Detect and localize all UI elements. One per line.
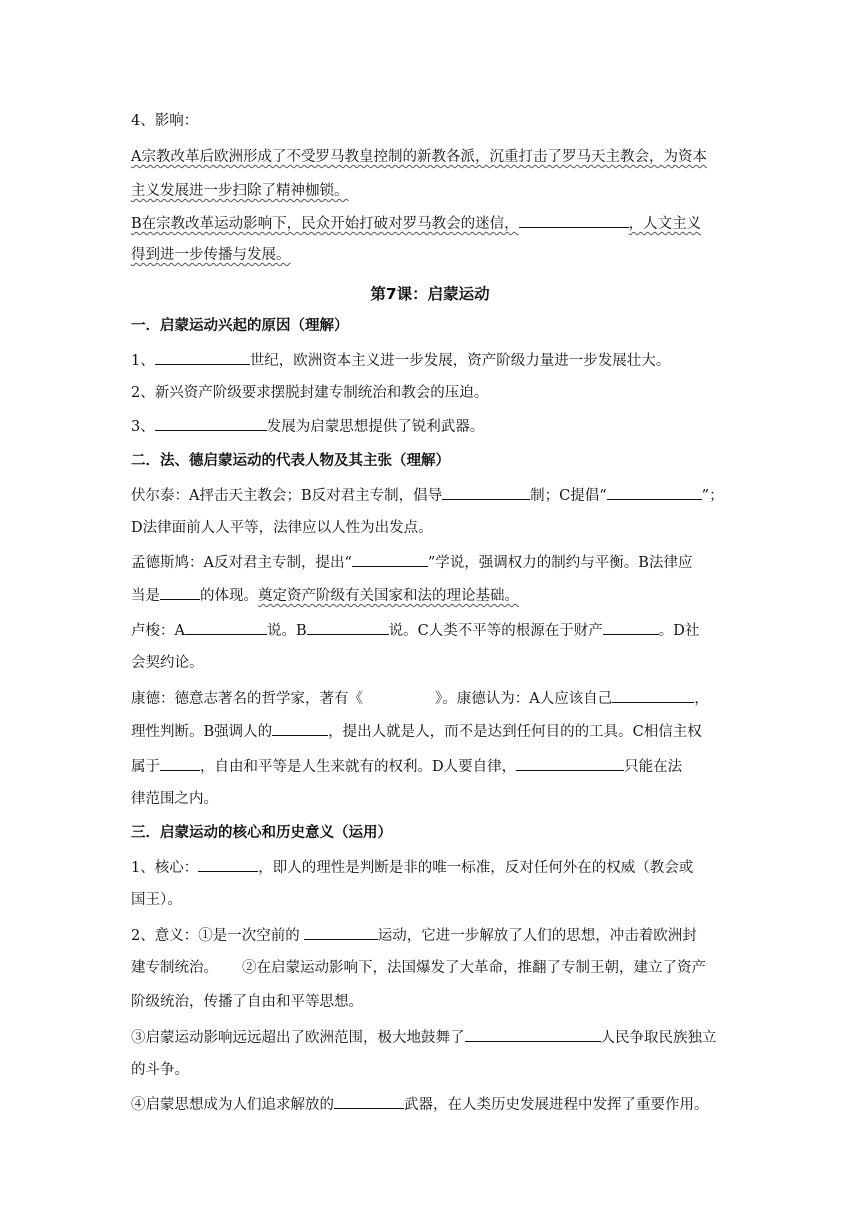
section-4-a-line-1 (131, 147, 731, 167)
answer-blank[interactable] (519, 213, 629, 228)
text: ”学说，强调权力的制约与平衡。B法律应 (427, 555, 693, 571)
text: 得到进一步传播与发展。 (131, 247, 291, 263)
montesquieu-line-1 (131, 552, 731, 572)
section-1-item-1 (131, 350, 731, 370)
answer-blank[interactable] (198, 857, 258, 872)
answer-blank[interactable] (603, 620, 659, 635)
text: 4、影响： (131, 113, 199, 129)
text: 运动，它进一步解放了人们的思想，冲击着欧洲封 (377, 928, 697, 944)
text: 2、意义：①是一次空前的 (131, 928, 300, 944)
answer-space[interactable] (363, 689, 435, 703)
voltaire-line-1 (131, 485, 731, 505)
text: 的体现。 (200, 588, 258, 604)
text: 武器，在人类历史发展进程中发挥了重要作用。 (404, 1097, 709, 1113)
text: B在宗教改革运动影响下，民众开始打破对罗马教会的迷信， (131, 216, 519, 232)
text: 孟德斯鸠：A反对君主专制，提出“ (131, 555, 352, 571)
section-4-a-line-2 (131, 181, 731, 201)
text: 说。C人类不平等的根源在于财产 (388, 623, 603, 639)
text: 奠定资产阶级有关国家和法的理论基础。 (258, 588, 519, 604)
answer-blank[interactable] (465, 1027, 601, 1042)
rousseau-line-2: 会契约论。 (131, 655, 204, 671)
kant-line-3 (131, 756, 731, 776)
voltaire-line-2: D法律面前人人平等，法律应以人性为出发点。 (131, 520, 433, 536)
text: ②在启蒙运动影响下，法国爆发了大革命，推翻了专制王朝，建立了资产 (242, 960, 706, 976)
text: 康德：德意志著名的哲学家，著有《 (131, 691, 363, 707)
answer-blank[interactable] (334, 1094, 404, 1109)
answer-blank[interactable] (155, 350, 250, 365)
kant-line-1 (131, 688, 731, 708)
answer-blank[interactable] (272, 721, 328, 736)
text: 1、 (131, 353, 155, 369)
answer-blank[interactable] (307, 620, 389, 635)
significance-line-6 (131, 1094, 731, 1114)
section-2-heading: 二．法、德启蒙运动的代表人物及其主张（理解） (131, 453, 450, 469)
kant-line-4: 律范围之内。 (131, 791, 218, 807)
text: ，提出人就是人，而不是达到任何目的的工具。C相信主权 (328, 724, 702, 740)
answer-blank[interactable] (304, 925, 378, 940)
core-line-1 (131, 857, 731, 877)
answer-blank[interactable] (612, 688, 694, 703)
lesson-title: 第7课：启蒙运动 (370, 285, 490, 303)
significance-line-4 (131, 1027, 731, 1047)
text: 当是 (131, 588, 160, 604)
answer-blank[interactable] (185, 620, 267, 635)
text: 制；C提倡“ (530, 488, 607, 504)
answer-blank[interactable] (516, 756, 624, 771)
montesquieu-line-2 (131, 585, 731, 605)
text: ，即人的理性是判断是非的唯一标准，反对任何外在的权威（教会或 (258, 860, 694, 876)
text: 建专制统治。 (131, 960, 218, 976)
text: 人民争取民族独立 (600, 1030, 717, 1046)
section-1-item-3 (131, 416, 731, 436)
text: 1、核心： (131, 860, 199, 876)
section-1-item-2: 2、新兴资产阶级要求摆脱封建专制统治和教会的压迫。 (131, 385, 489, 401)
answer-blank[interactable] (155, 416, 267, 431)
significance-line-5: 的斗争。 (131, 1062, 189, 1078)
text: 发展为启蒙思想提供了锐利武器。 (266, 419, 485, 435)
text: 属于 (131, 759, 160, 775)
answer-blank[interactable] (160, 585, 200, 600)
core-line-2: 国王）。 (131, 892, 182, 908)
text: 理性判断。B强调人的 (131, 724, 273, 740)
section-4-b-line-2 (131, 245, 731, 265)
text: ，自由和平等是人生来就有的权利。D人要自律， (200, 759, 517, 775)
answer-blank[interactable] (160, 756, 200, 771)
text: A宗教改革后欧洲形成了不受罗马教皇控制的新教各派，沉重打击了罗马天主教会，为资本 (131, 149, 707, 165)
text: ， (694, 691, 709, 707)
text: 卢梭：A (131, 623, 185, 639)
section-4-b-line-1 (131, 213, 731, 233)
significance-line-1 (131, 925, 731, 945)
text: 世纪，欧洲资本主义进一步发展，资产阶级力量进一步发展壮大。 (249, 353, 671, 369)
answer-blank[interactable] (352, 552, 428, 567)
text: 只能在法 (624, 759, 683, 775)
text: 。D社 (658, 623, 700, 639)
section-4-heading (131, 111, 731, 131)
text: 伏尔泰：A抨击天主教会；B反对君主专制，倡导 (131, 488, 443, 504)
kant-line-2 (131, 721, 731, 741)
answer-blank[interactable] (442, 485, 530, 500)
text: ，人文主义 (628, 216, 702, 232)
text: 主义发展进一步扫除了精神枷锁。 (131, 183, 349, 199)
section-3-heading: 三．启蒙运动的核心和历史意义（运用） (131, 825, 392, 841)
rousseau-line-1 (131, 620, 731, 640)
text: ③启蒙运动影响远远超出了欧洲范围，极大地鼓舞了 (131, 1030, 465, 1046)
text: 3、 (131, 419, 155, 435)
significance-line-2 (131, 958, 731, 978)
text: ④启蒙思想成为人们追求解放的 (131, 1097, 334, 1113)
text: ”； (701, 488, 724, 504)
text: 说。B (266, 623, 307, 639)
answer-blank[interactable] (607, 485, 702, 500)
text: 》。康德认为：A人应该自己 (435, 691, 613, 707)
significance-line-3: 阶级统治，传播了自由和平等思想。 (131, 994, 363, 1010)
section-1-heading: 一．启蒙运动兴起的原因（理解） (131, 318, 349, 334)
